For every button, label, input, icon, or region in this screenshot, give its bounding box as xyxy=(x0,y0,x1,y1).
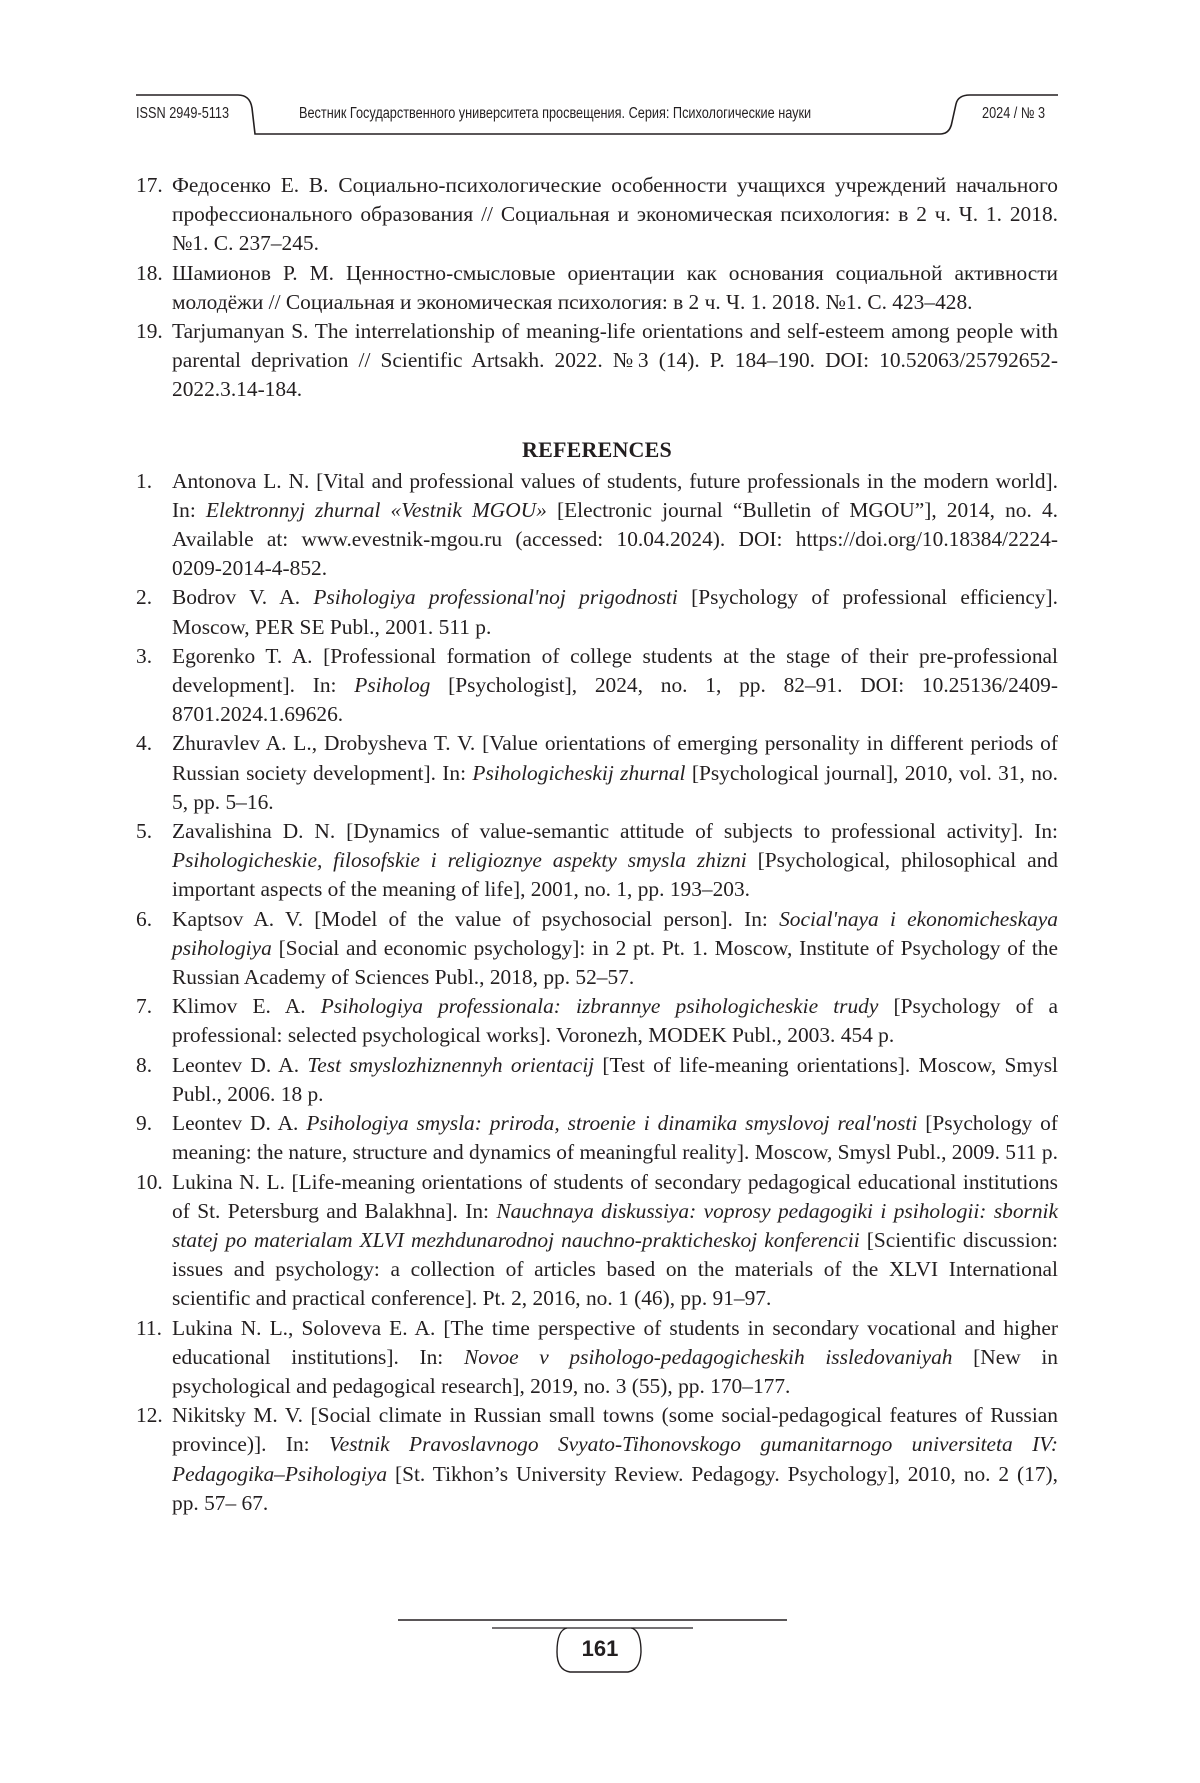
reference-text: Zavalishina D. N. [Dynamics of value-semantic attitude of subjects to professional activity]. In: xyxy=(172,819,1058,844)
reference-text: [Electronic journal “Bulletin of MGOU”], 2014, no. 4. Available at: www.evestnik-mgou.ru (accessed: 10.04.2024). DOI: https://doi.org/10.18384/2224-0209-2014-4-852. xyxy=(172,497,1058,581)
reference-item xyxy=(136,1051,1058,1109)
reference-text: [Psychological journal], 2010, vol. 31, no. 5, pp. 5–16. xyxy=(172,760,1058,814)
reference-number: 9. xyxy=(136,1111,153,1136)
references-heading: REFERENCES xyxy=(522,436,672,462)
reference-item xyxy=(136,992,1058,1050)
reference-text: [Psychology of a professional: selected psychological works]. Voronezh, MODEK Publ., 2003. 454 p. xyxy=(172,994,1059,1048)
reference-text: Egorenko T. A. [Professional formation of college students at the stage of their pre-professional development]. In: xyxy=(172,643,1058,698)
reference-item xyxy=(136,467,1058,584)
reference-text: Nikitsky M. V. [Social climate in Russian small towns (some social-pedagogical features of Russian province)]. In: xyxy=(172,1403,1058,1457)
reference-text: Leontev D. A. xyxy=(172,1052,308,1077)
reference-text: Antonova L. N. [Vital and professional values of students, future professionals in the modern world]. In: xyxy=(172,468,1058,522)
reference-text: Федосенко Е. В. Социально-психологические особенности учащихся учреждений начального профессионального образования // Социальная и экономическая психология: в 2 ч. Ч. 1. 2018. №1. С. 237–245. xyxy=(172,173,1058,256)
reference-title-italic: Vestnik Pravoslavnogo Svyato-Tihonovskogo gumanitarnogo universiteta IV: Pedagogika–Psihologiya xyxy=(172,1432,1059,1486)
reference-number: 8. xyxy=(136,1052,153,1077)
reference-text: [St. Tikhon’s University Review. Pedagogy. Psychology], 2010, no. 2 (17), pp. 57– 67. xyxy=(172,1461,1058,1515)
reference-text: Leontev D. A. xyxy=(172,1111,307,1136)
reference-title-italic: Psihologiya smysla: priroda, stroenie i dinamika smyslovoj real'nosti xyxy=(306,1111,918,1136)
reference-text: Lukina N. L., Soloveva E. A. [The time perspective of students in secondary vocational and higher educational institutions]. In: xyxy=(172,1315,1058,1369)
reference-number: 10. xyxy=(136,1169,163,1194)
header-journal-title: Вестник Государственного университета просвещения. Серия: Психологические науки xyxy=(299,105,812,122)
reference-item xyxy=(136,817,1058,905)
reference-text: Lukina N. L. [Life-meaning orientations of students of secondary pedagogical educational institutions of St. Petersburg and Balakhna]. In: xyxy=(172,1169,1058,1223)
reference-number: 2. xyxy=(136,585,153,610)
reference-item xyxy=(136,905,1058,993)
reference-number: 19. xyxy=(136,319,163,344)
reference-number: 3. xyxy=(136,643,153,668)
page-number: 161 xyxy=(581,1636,619,1661)
reference-item xyxy=(136,1109,1058,1167)
header-issue: 2024 / № 3 xyxy=(982,105,1046,122)
reference-number: 17. xyxy=(136,173,163,197)
reference-item xyxy=(136,1314,1058,1402)
reference-title-italic: Psihologicheskie, filosofskie i religioznye aspekty smysla zhizni xyxy=(172,848,747,873)
reference-title-italic: Elektronnyj zhurnal «Vestnik MGOU» xyxy=(205,497,547,522)
reference-text: Zhuravlev A. L., Drobysheva T. V. [Value orientations of emerging personality in different periods of Russian society development]. In: xyxy=(172,731,1058,785)
reference-number: 12. xyxy=(136,1403,163,1428)
reference-text: [New in psychological and pedagogical research], 2019, no. 3 (55), pp. 170–177. xyxy=(172,1344,1058,1398)
reference-text: Шамионов Р. М. Ценностно-смысловые ориентации как основания социальной активности молодёжи // Социальная и экономическая психология: в 2 ч. Ч. 1. 2018. №1. С. 423–428. xyxy=(172,260,1058,314)
reference-number: 4. xyxy=(136,731,153,756)
reference-item xyxy=(136,642,1058,730)
reference-number: 18. xyxy=(136,260,163,285)
reference-text: Tarjumanyan S. The interrelationship of meaning-life orientations and self-esteem among people with parental deprivation // Scientific Artsakh. 2022. №3 (14). P. 184–190. DOI: 10.52063/25792652-2022.3.14-184. xyxy=(172,319,1058,402)
reference-title-italic: Novoe v psihologo-pedagogicheskih issledovaniyah xyxy=(463,1344,953,1369)
reference-list-english xyxy=(136,467,1058,1518)
reference-title-italic: Nauchnaya diskussiya: voprosy pedagogiki i psihologii: sbornik statej po materialam XLVI mezhdunarodnoj nauchno-prakticheskoj konferencii xyxy=(172,1198,1058,1252)
reference-number: 6. xyxy=(136,906,153,931)
page-footer xyxy=(0,1600,1200,1690)
reference-text: [Psychological, philosophical and important aspects of the meaning of life], 2001, no. 1, pp. 193–203. xyxy=(172,848,1059,902)
reference-text: [Scientific discussion: issues and psychology: a collection of articles based on the materials of the XLVI International scientific and practical conference]. Pt. 2, 2016, no. 1 (46), pp. 91–97. xyxy=(172,1227,1058,1311)
header-issn: ISSN 2949-5113 xyxy=(136,105,230,122)
page-content xyxy=(136,171,1058,1518)
reference-text: [Psychology of meaning: the nature, structure and dynamics of meaningful reality]. Moscow, Smysl Publ., 2009. 511 p. xyxy=(172,1111,1058,1165)
reference-item xyxy=(136,259,1058,317)
reference-text: Bodrov V. A. xyxy=(172,585,314,610)
running-header xyxy=(0,0,1200,150)
reference-list-russian xyxy=(136,171,1058,405)
reference-text: [Social and economic psychology]: in 2 pt. Pt. 1. Moscow, Institute of Psychology of the Russian Academy of Sciences Publ., 2018, pp. 52–57. xyxy=(172,935,1058,990)
reference-item xyxy=(136,1168,1058,1314)
reference-title-italic: Test smyslozhiznennyh orientacij xyxy=(307,1052,595,1077)
reference-number: 5. xyxy=(136,819,153,844)
reference-text: [Psychology of professional efficiency]. Moscow, PER SE Publ., 2001. 511 p. xyxy=(172,585,1058,639)
reference-item xyxy=(136,317,1058,405)
reference-text: [Test of life-meaning orientations]. Moscow, Smysl Publ., 2006. 18 p. xyxy=(172,1052,1058,1106)
reference-item xyxy=(136,729,1058,817)
reference-number: 11. xyxy=(136,1315,162,1340)
reference-text: Kaptsov A. V. [Model of the value of psychosocial person]. In: xyxy=(172,906,780,931)
reference-number: 7. xyxy=(136,994,153,1019)
reference-text: Klimov E. A. xyxy=(172,994,321,1019)
reference-text: [Psychologist], 2024, no. 1, pp. 82–91. DOI: 10.25136/2409-8701.2024.1.69626. xyxy=(172,673,1058,727)
reference-item xyxy=(136,583,1058,641)
reference-title-italic: Psiholog xyxy=(354,673,431,698)
reference-title-italic: Psihologiya professionala: izbrannye psihologicheskie trudy xyxy=(320,994,879,1019)
reference-item xyxy=(136,171,1058,259)
reference-title-italic: Psihologiya professional'noj prigodnosti xyxy=(313,585,678,610)
reference-item xyxy=(136,1401,1058,1518)
reference-number: 1. xyxy=(136,468,153,493)
reference-title-italic: Psihologicheskij zhurnal xyxy=(472,760,686,785)
reference-title-italic: Social'naya i ekonomicheskaya psihologiya xyxy=(172,906,1058,960)
header-frame-lines xyxy=(0,0,1200,150)
